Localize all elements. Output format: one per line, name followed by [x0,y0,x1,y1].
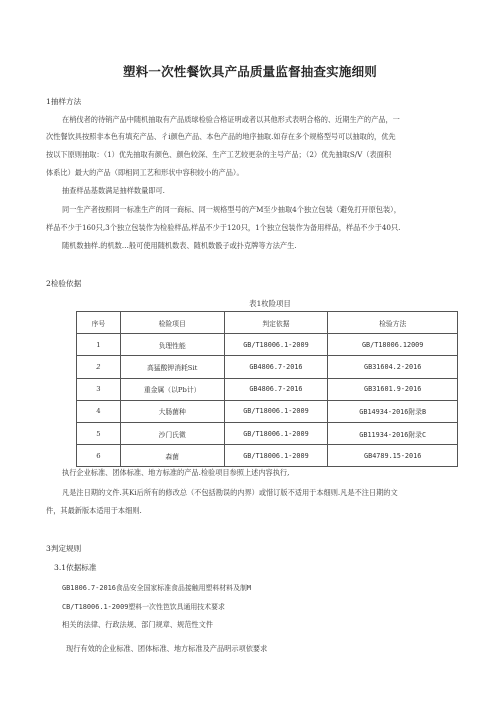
sampling-paragraph-line: 次性餐饮具按照非本色有填充产品、彳i颜色产品、本色产品的地序抽取.如存在多个规格型号可以抽取的，优先 [46,132,396,141]
table-cell: GB/T18006.1-2009 [224,334,328,356]
table-cell: 重金属（以Pb计） [120,378,224,400]
section-heading-rules: 3判定规则 [46,544,82,553]
table-header-cell: 序号 [77,312,121,334]
document-title: 塑料一次性餐饮具产品质量监督抽查实施细则 [122,64,377,79]
table-cell: GB4789.15-2016 [328,445,458,467]
standard-item: CB/T18006.1-2009塑料一次性笆饮具通用技术要求 [62,603,225,611]
table-row [77,334,458,356]
dated-documents-line: 凡是注日期的文件.其Ki后所有的修改总（不包括勘误的内界）或惜订版不适用于本细则.凡是不注日期的文 [62,488,398,497]
standard-item: GB1806.7-2016食品安全国家标准食品接触用塑料材料及制M [62,584,251,592]
standard-item: 现行有效的企业标准、团体标准、地方标准及产品明示项依要求 [66,644,268,653]
subsection-heading-standards: 3.1依据标准 [54,563,97,572]
table-caption: 表1枚险项目 [249,299,291,308]
table-cell: GB14934-2016附录B [328,400,458,422]
table-cell: 3 [77,378,121,400]
table-cell: GB/T18006.1-2009 [224,400,328,422]
sampling-paragraph-line: 体系比）最大的产品（即相同工艺和形状中容积较小的产品）。 [46,168,244,177]
table-row [77,400,458,422]
table-cell: GB/T18006.1-2009 [224,422,328,444]
table-header-row [77,312,458,334]
table-cell: GB11934-2016附录C [328,422,458,444]
sample-base-paragraph: 抽查样品基数满足抽样数量即可. [62,186,165,195]
sample-quantity-line: 同一生产者按照同一标准生产的同一商标、同一规格型号的产M至少抽取4个独立包装（避免打开原包装）， [62,205,401,214]
section-heading-basis: 2检验依据 [46,279,82,288]
inspection-items-table [76,311,458,467]
table-header-cell: 检险项目 [120,312,224,334]
table-cell: GB/T18006.1-2009 [224,445,328,467]
sample-quantity-line: 样品不少于160只,3个独立包装作为检验样品,样品不少于120只，1个独立包装作为备用样品，样品不少于40只. [46,223,401,232]
table-header-cell: 判定依据 [224,312,328,334]
table-cell: 6 [77,445,121,467]
table-cell: GB4806.7-2016 [224,378,328,400]
table-cell: 沙门氏微 [120,422,224,444]
table-cell: GB4806.7-2016 [224,356,328,378]
table-cell: 2 [77,356,121,378]
table-cell: 负理性能 [120,334,224,356]
random-sampling-paragraph: 随机数抽样.的机数…般可使用随机数表、随机数骰子或扑克牌等方法产生. [62,241,297,250]
table-cell: GB31601.9-2016 [328,378,458,400]
table-cell: GB/T18006.12009 [328,334,458,356]
dated-documents-line: 件，其最新版本适用于本细则. [46,506,142,515]
table-header-cell: 检验方法 [328,312,458,334]
sampling-paragraph-line: 按以下原则抽取：（1）优先抽取有颜色、颜色较深、生产工艺较更杂的主号产品；（2）优先抽取S/V（表面积 [46,150,392,159]
table-cell: 森菌 [120,445,224,467]
table-cell: 5 [77,422,121,444]
table-cell: 高猛酸钾消耗Sit [120,356,224,378]
standards-note-paragraph: 执行企业标准、团体标准、地方标准的产品.检验项目参照上述内容执行, [62,468,290,477]
table-row [77,378,458,400]
sampling-paragraph-line: 在梢伐者的待销产品中随机抽取有产品质球检验合格证明或者以其他形式表明合格的、近期生产的产品，一 [62,115,400,124]
table-cell: GB31604.2-2016 [328,356,458,378]
table-cell: 大肠菌种 [120,400,224,422]
table-row [77,422,458,444]
standard-item: 相关的法律、行政法规、部门规章、规范性文件 [62,620,213,629]
table-cell: 4 [77,400,121,422]
table-row [77,445,458,467]
table-cell: 1 [77,334,121,356]
section-heading-sampling: 1抽样方法 [46,97,82,106]
table-row [77,356,458,378]
